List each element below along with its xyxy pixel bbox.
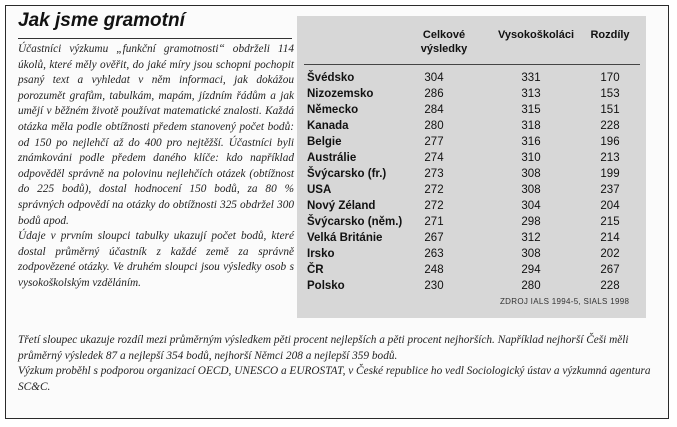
table-row — [304, 184, 644, 201]
difference-cell: 204 — [600, 200, 620, 212]
difference-cell: 199 — [600, 168, 620, 180]
graduates-cell: 294 — [521, 264, 541, 276]
country-cell: Švýcarsko (něm.) — [307, 216, 403, 228]
country-cell: USA — [307, 184, 332, 196]
overall-cell: 263 — [424, 248, 444, 260]
header-difference: Rozdíly — [590, 29, 630, 41]
title-rule — [18, 38, 292, 39]
country-cell: Švýcarsko (fr.) — [307, 168, 387, 180]
difference-cell: 267 — [600, 264, 620, 276]
graduates-cell: 318 — [521, 120, 541, 132]
overall-cell: 284 — [424, 104, 444, 116]
overall-cell: 271 — [424, 216, 444, 228]
graduates-cell: 313 — [521, 88, 541, 100]
country-cell: Nový Zéland — [307, 200, 376, 212]
graduates-cell: 316 — [521, 136, 541, 148]
overall-cell: 273 — [424, 168, 444, 180]
country-cell: Kanada — [307, 120, 349, 132]
table-row — [304, 232, 644, 249]
graduates-cell: 308 — [521, 168, 541, 180]
table-source: ZDROJ IALS 1994-5, SIALS 1998 — [500, 297, 630, 306]
bottom-text — [18, 333, 662, 395]
graduates-cell: 331 — [521, 72, 541, 84]
intro-paragraph-2: Údaje v prvním sloupci tabulky ukazují počet bodů, které dostal průměrný účastník z každé země za správně zodpovězené otázky. Ve druhém sloupci jsou výsledky osob s vysokoškolským vzděláním. — [18, 230, 294, 289]
country-cell: Polsko — [307, 280, 345, 292]
overall-cell: 230 — [424, 280, 444, 292]
country-cell: Nizozemsko — [307, 88, 374, 100]
country-cell: Belgie — [307, 136, 342, 148]
difference-cell: 228 — [600, 280, 620, 292]
overall-cell: 304 — [424, 72, 444, 84]
table-row — [304, 88, 644, 105]
difference-cell: 202 — [600, 248, 620, 260]
intro-text — [18, 42, 294, 292]
difference-cell: 170 — [600, 72, 620, 84]
graduates-cell: 310 — [521, 152, 541, 164]
graduates-cell: 315 — [521, 104, 541, 116]
overall-cell: 274 — [424, 152, 444, 164]
table-row — [304, 136, 644, 153]
table-row — [304, 248, 644, 265]
table-row — [304, 120, 644, 137]
bottom-paragraph-2: Výzkum proběhl s podporou organizací OECD, UNESCO a EUROSTAT, v České republice ho vedl Sociologický ústav a výzkumná agentura SC&C. — [18, 365, 651, 393]
difference-cell: 228 — [600, 120, 620, 132]
country-cell: Německo — [307, 104, 359, 116]
table-row — [304, 168, 644, 185]
graduates-cell: 312 — [521, 232, 541, 244]
graduates-cell: 308 — [521, 184, 541, 196]
table-row — [304, 216, 644, 233]
table-row — [304, 280, 644, 297]
country-cell: Austrálie — [307, 152, 357, 164]
article-title: Jak jsme gramotní — [18, 10, 185, 31]
difference-cell: 213 — [600, 152, 620, 164]
header-rule — [304, 64, 640, 65]
header-overall: Celkové výsledky — [420, 29, 468, 55]
overall-cell: 280 — [424, 120, 444, 132]
table-row — [304, 104, 644, 121]
graduates-cell: 298 — [521, 216, 541, 228]
table-row — [304, 152, 644, 169]
difference-cell: 215 — [600, 216, 620, 228]
difference-cell: 153 — [600, 88, 620, 100]
table-row — [304, 264, 644, 281]
overall-cell: 248 — [424, 264, 444, 276]
table-row — [304, 72, 644, 89]
overall-cell: 272 — [424, 200, 444, 212]
difference-cell: 196 — [600, 136, 620, 148]
difference-cell: 151 — [600, 104, 620, 116]
graduates-cell: 304 — [521, 200, 541, 212]
intro-paragraph-1: Účastníci výzkumu „funkční gramotnosti“ obdrželi 114 úkolů, které měly ověřit, do jaké míry jsou schopni pochopit psaný text a vyhledat v něm informaci, jak dokážou porozumět grafům, tabulkám, mapám, jízdním řádům a jak umějí v běžném životě používat matematické znalosti. Každá otázka měla podle obtížnosti předem stanovený počet bodů: od 150 po nejlehčí až do 400 pro nejtěžší. Účastníci byli známkováni podle předem daného klíče: kdo například odpověděl správně na polovinu nejlehčích otázek (obtížnost do 225 bodů), dostal hodnocení 150 bodů, za 80 % správných odpovědí na otázky do obtížnosti 325 obdržel 300 bodů apod. — [18, 43, 294, 227]
header-graduates: Vysokoškoláci — [497, 29, 575, 41]
difference-cell: 214 — [600, 232, 620, 244]
country-cell: Švédsko — [307, 72, 355, 84]
graduates-cell: 308 — [521, 248, 541, 260]
overall-cell: 286 — [424, 88, 444, 100]
overall-cell: 267 — [424, 232, 444, 244]
country-cell: Velká Británie — [307, 232, 383, 244]
bottom-paragraph-1: Třetí sloupec ukazuje rozdíl mezi průměrným výsledkem pěti procent nejlepších a pěti procent nejhorších. Například nejhorší Češi měli průměrný výsledek 87 a nejlepší 354 bodů, nejhorší Němci 208 a nejlepší 359 bodů. — [18, 334, 629, 362]
overall-cell: 272 — [424, 184, 444, 196]
country-cell: ČR — [307, 264, 324, 276]
difference-cell: 237 — [600, 184, 620, 196]
country-cell: Irsko — [307, 248, 335, 260]
overall-cell: 277 — [424, 136, 444, 148]
graduates-cell: 280 — [521, 280, 541, 292]
table-row — [304, 200, 644, 217]
